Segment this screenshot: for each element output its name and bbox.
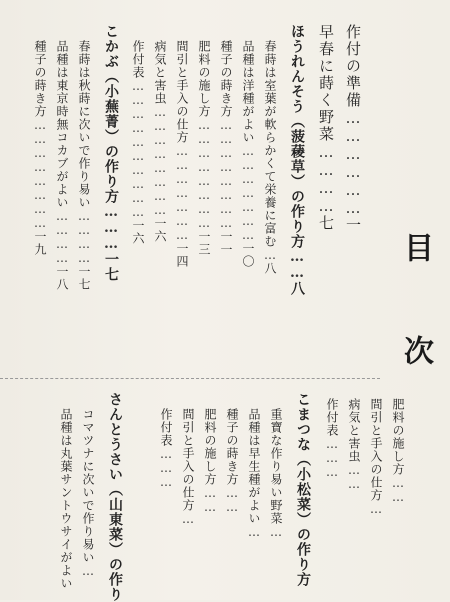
toc-entry-komatsuna-tsugi[interactable] <box>82 408 94 578</box>
leader-dots: … <box>247 525 261 539</box>
page-number: 一〇 <box>241 242 255 268</box>
toc-entry-sakuzukehyo[interactable] <box>132 40 144 245</box>
toc-entry-harumaki-kokabu[interactable] <box>78 40 90 291</box>
page-number: 一三 <box>197 230 211 256</box>
page-number: 一八 <box>55 265 69 291</box>
page-number: 一七 <box>103 252 119 282</box>
toc-entry-tane-makikata[interactable] <box>34 40 46 256</box>
page-number: 一七 <box>77 265 91 291</box>
leader-dots: ………… <box>317 143 335 215</box>
toc-entry-sakuzuke[interactable] <box>345 24 360 234</box>
leader-dots: …… <box>225 486 239 514</box>
leader-dots: ………………… <box>175 144 189 242</box>
page-number: 一一 <box>219 230 233 256</box>
entry-title: 春蒔は秋蒔に次いで作り易い <box>77 40 91 209</box>
toc-entry-harumaki[interactable] <box>264 40 276 275</box>
page-number: 一四 <box>175 242 189 268</box>
leader-dots: ……… <box>103 204 119 252</box>
heading-title: さんとうさい（山東菜）の作り <box>107 392 123 602</box>
entry-title: 病気と害虫 <box>153 40 167 105</box>
leader-dots: …………………… <box>197 118 211 230</box>
page-number: 一六 <box>131 219 145 245</box>
toc-entry-sakuzukehyo-3[interactable] <box>160 408 172 489</box>
toc-entry-mabiki-2[interactable] <box>370 398 382 516</box>
leader-dots: …… <box>347 463 361 491</box>
entry-title: 作付表 <box>159 408 173 447</box>
leader-dots: … <box>263 248 277 262</box>
entry-title: コマツナに次いで作り易い <box>81 408 95 564</box>
toc-entry-hinshu-wase[interactable] <box>248 408 260 539</box>
page-number: 一 <box>344 217 362 234</box>
toc-entry-hinshu-maruba[interactable] <box>60 408 72 590</box>
entry-title: 品種は丸葉サントウサイがよい <box>59 408 73 590</box>
entry-title: 春蒔は室葉が軟らかくて栄養に富む <box>263 40 277 248</box>
toc-entry-hiryo-3[interactable] <box>204 408 216 514</box>
toc-entry-hinshu-kokabu[interactable] <box>56 40 68 291</box>
entry-title: 品種は早生種がよい <box>247 408 261 525</box>
toc-entry-sakuzukehyo-2[interactable] <box>326 398 338 479</box>
entry-title: 間引と手入の仕方 <box>175 40 189 144</box>
leader-dots: …… <box>391 476 405 504</box>
leader-dots: ……… <box>159 447 173 489</box>
entry-title: 品種は洋種がよい <box>241 40 255 144</box>
toc-title-char-1: 目 <box>398 232 433 262</box>
toc-entry-tane-makikata-2[interactable] <box>226 408 238 514</box>
entry-title: 種子の蒔き方 <box>219 40 233 118</box>
toc-heading-horenso[interactable] <box>290 24 304 296</box>
entry-title: 種子の蒔き方 <box>33 40 47 118</box>
leader-dots: …………………… <box>219 118 233 230</box>
leader-dots: ……… <box>325 437 339 479</box>
toc-entry-soshun[interactable] <box>318 24 333 232</box>
entry-title: 間引と手入の仕方 <box>369 398 383 502</box>
leader-dots: ………… <box>77 209 91 265</box>
leader-dots: … <box>181 512 195 526</box>
page-number: 七 <box>317 215 335 232</box>
entry-title: 種子の蒔き方 <box>225 408 239 486</box>
entry-title: 病気と害虫 <box>347 398 361 463</box>
toc-title-char-2: 次 <box>398 335 433 365</box>
entry-title: 肥料の施し方 <box>391 398 405 476</box>
entry-title: 重寶な作り易い野菜 <box>269 408 283 525</box>
toc-entry-byoki[interactable] <box>154 40 166 243</box>
toc-entry-hiryo-2[interactable] <box>392 398 404 504</box>
toc-entry-byoki-2[interactable] <box>348 398 360 491</box>
heading-title: ほうれんそう（菠薐草）の作り方 <box>289 24 305 249</box>
leader-dots: ………………… <box>241 144 255 242</box>
leader-dots: … <box>369 502 383 516</box>
entry-title: 肥料の施し方 <box>197 40 211 118</box>
leader-dots: …… <box>203 486 217 514</box>
toc-heading-komatsuna[interactable] <box>296 392 310 587</box>
heading-title: こまつな（小松菜）の作り方 <box>295 392 311 587</box>
entry-title: 作付の準備 <box>344 24 362 109</box>
page-number: 一九 <box>33 230 47 256</box>
page-number: 八 <box>263 262 277 275</box>
toc-entry-shushi[interactable] <box>220 40 232 256</box>
leader-dots: … <box>269 525 283 539</box>
entry-title: 間引と手入の仕方 <box>181 408 195 512</box>
entry-title: 肥料の施し方 <box>203 408 217 486</box>
leader-dots: ………… <box>55 209 69 265</box>
section-divider <box>0 378 380 380</box>
leader-dots: …………………… <box>33 118 47 230</box>
entry-title: 作付表 <box>325 398 339 437</box>
toc-heading-kokabu[interactable] <box>104 24 118 282</box>
toc-entry-mabiki-3[interactable] <box>182 408 194 526</box>
entry-title: 品種は東京時無コカブがよい <box>55 40 69 209</box>
leader-dots: … <box>81 564 95 578</box>
leader-dots: ……………… <box>344 109 362 217</box>
page-number: 一六 <box>153 217 167 243</box>
leader-dots: …………………… <box>153 105 167 217</box>
leader-dots: ………………………… <box>131 79 145 219</box>
toc-entry-mabiki[interactable] <box>176 40 188 268</box>
toc-heading-santosai[interactable] <box>108 392 122 602</box>
page-number: 八 <box>289 281 305 296</box>
entry-title: 早春に蒔く野菜 <box>317 24 335 143</box>
heading-title: こかぶ（小蕪菁）の作り方 <box>103 24 119 204</box>
toc-entry-hiryo[interactable] <box>198 40 210 256</box>
toc-entry-chohona[interactable] <box>270 408 282 539</box>
leader-dots: …… <box>289 249 305 281</box>
entry-title: 作付表 <box>131 40 145 79</box>
toc-entry-hinshu[interactable] <box>242 40 254 268</box>
